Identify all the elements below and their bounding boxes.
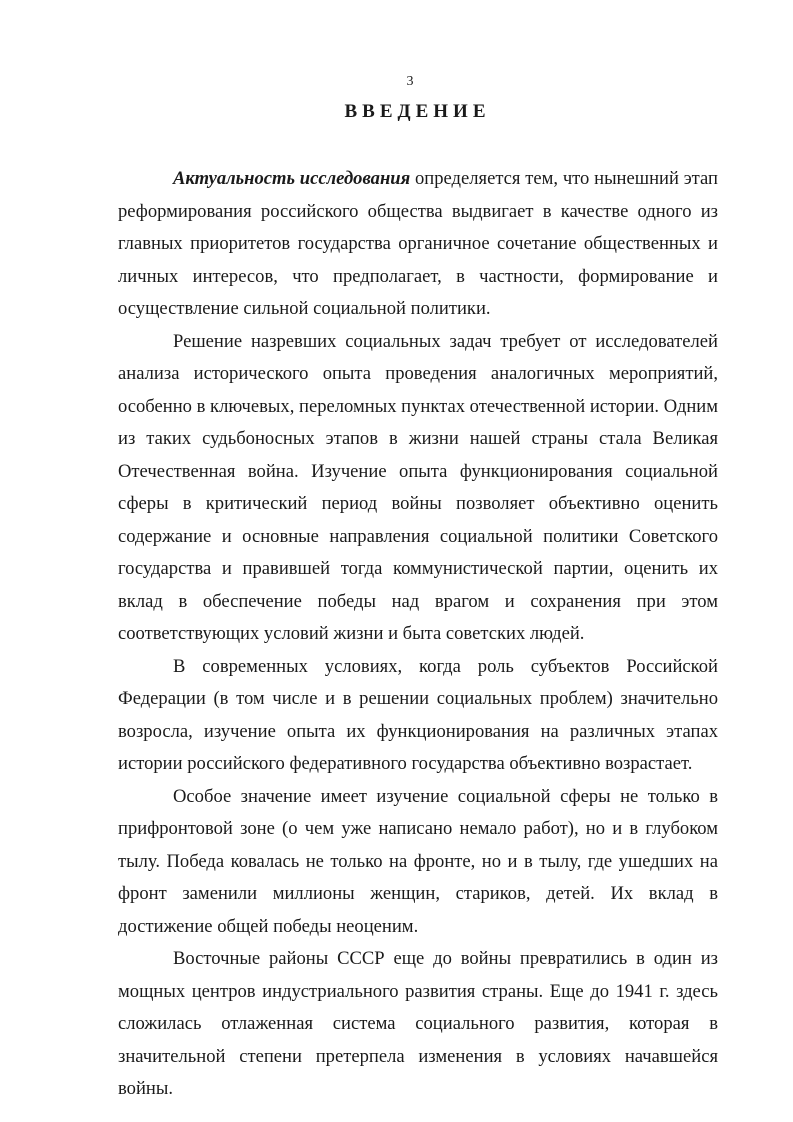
page-number: 3 xyxy=(406,74,414,89)
paragraph: Особое значение имеет изучение социальной сферы не только в прифронтовой зоне (о чем уже написано немало работ), но и в глубоком тылу. Победа ковалась не только на фронте, но и в тылу, где ушедших на фронт заменили миллионы женщин, стариков, детей. Их вклад в достижение общей победы неоценим. xyxy=(118,785,718,937)
body-text xyxy=(118,163,718,1106)
page-title: ВВЕДЕНИЕ xyxy=(344,101,491,122)
paragraph: В современных условиях, когда роль субъектов Российской Федерации (в том числе и в решении социальных проблем) значительно возросла, изучение опыта их функционирования на различных этапах истории российского федеративного государства объективно возрастает. xyxy=(118,655,718,774)
paragraph-text: определяется тем, что нынешний этап реформирования российского общества выдвигает в качестве одного из главных приоритетов государства органичное сочетание общественных и личных интересов, что предполагает, в частности, формирование и осуществление сильной социальной политики. xyxy=(118,168,718,319)
paragraph: Решение назревших социальных задач требует от исследователей анализа исторического опыта проведения аналогичных мероприятий, особенно в ключевых, переломных пунктах отечественной истории. Одним из таких судьбоносных этапов в жизни нашей страны стала Великая Отечественная война. Изучение опыта функционирования социальной сферы в критический период войны позволяет объективно оценить содержание и основные направления социальной политики Советского государства и правившей тогда коммунистической партии, оценить их вклад в обеспечение победы над врагом и сохранения при этом соответствующих условий жизни и быта советских людей. xyxy=(118,330,719,644)
paragraph: Восточные районы СССР еще до войны превратились в один из мощных центров индустриального развития страны. Еще до 1941 г. здесь сложилась отлаженная система социального развития, которая в значительной степени претерпела изменения в условиях начавшейся войны. xyxy=(118,948,718,1099)
paragraph-lead-emphasis: Актуальность исследования xyxy=(173,168,411,189)
paragraph-relevance xyxy=(118,163,718,326)
